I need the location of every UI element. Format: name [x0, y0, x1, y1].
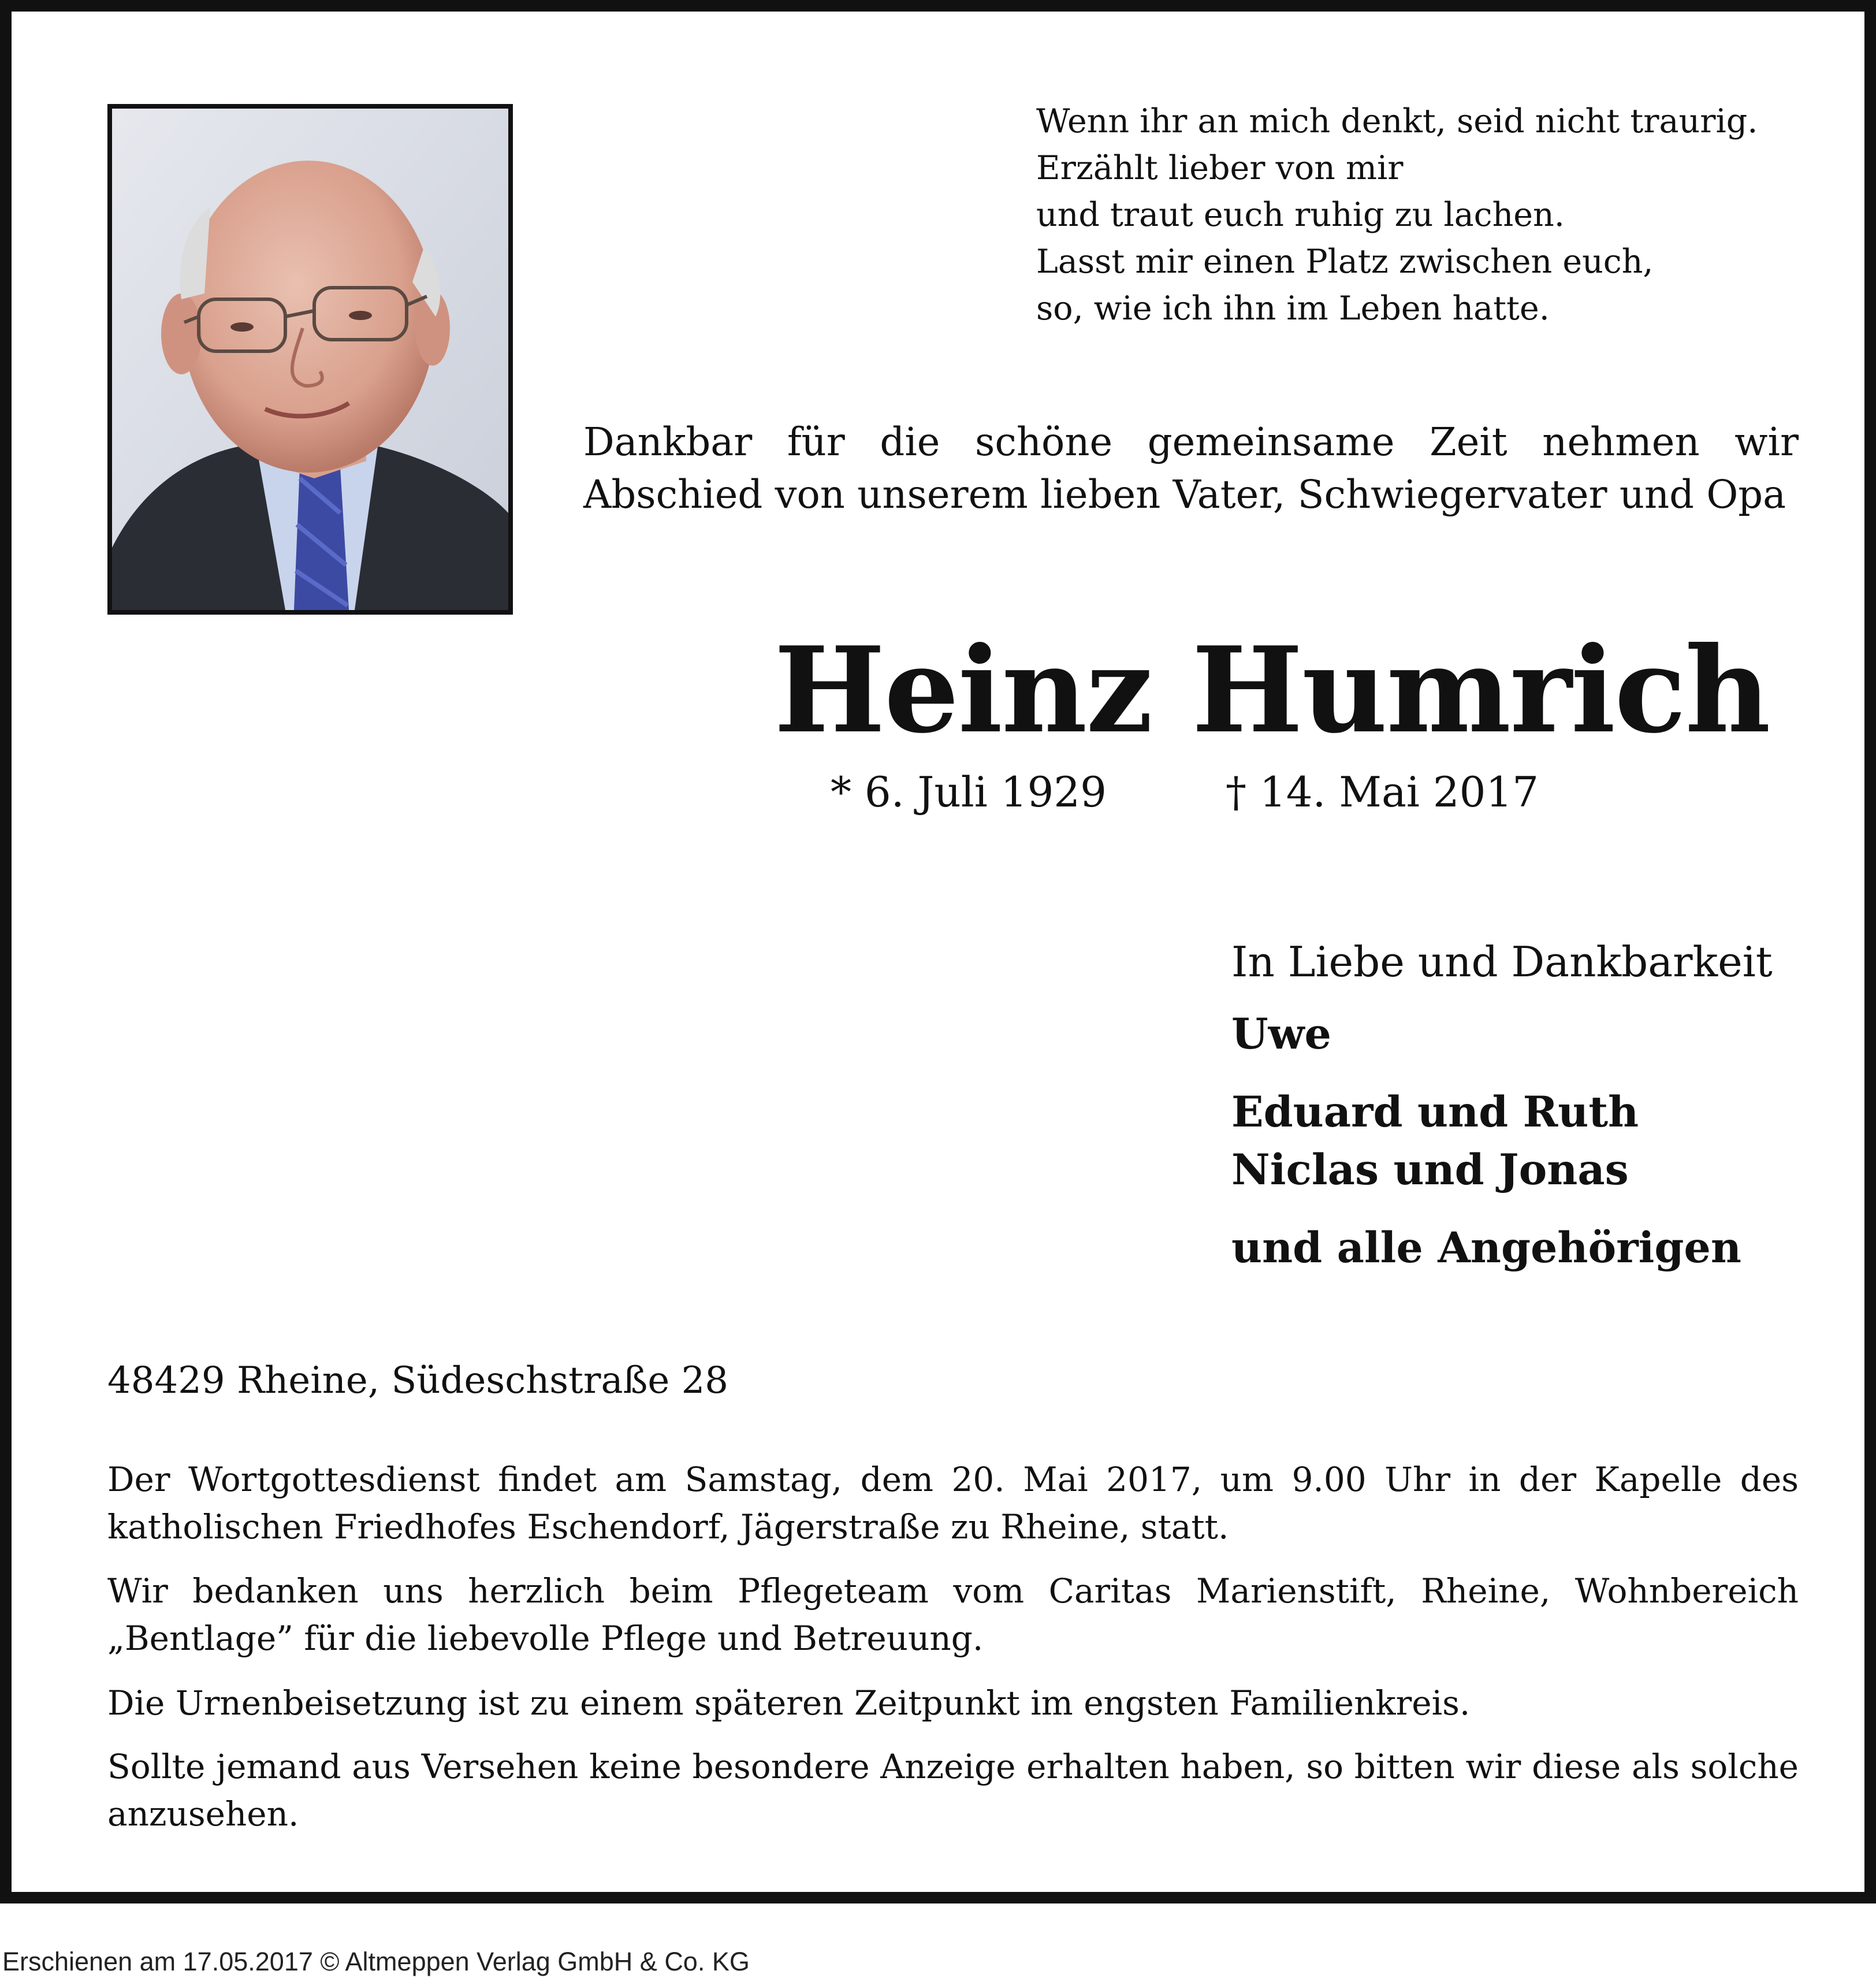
birth-date: * 6. Juli 1929	[831, 768, 1107, 816]
family-member: Niclas und Jonas	[1231, 1145, 1629, 1195]
family-member: Uwe	[1231, 1009, 1331, 1059]
portrait-image	[112, 109, 508, 610]
poem-line: so, wie ich ihn im Leben hatte.	[1036, 289, 1550, 328]
intro-text: Dankbar für die schöne gemeinsame Zeit nehmen wir Abschied von unserem lieben Vater, Schwiegervater und Opa	[583, 419, 1799, 517]
poem-line: Wenn ihr an mich denkt, seid nicht traurig.	[1036, 102, 1758, 140]
address: 48429 Rheine, Südeschstraße 28	[107, 1359, 728, 1402]
poem-line: Erzählt lieber von mir	[1036, 149, 1404, 187]
family-member: und alle Angehörigen	[1231, 1223, 1741, 1273]
portrait-photo	[107, 104, 513, 615]
notice-announcement: Sollte jemand aus Versehen keine besondere Anzeige erhalten haben, so bitten wir diese als solche anzusehen.	[107, 1747, 1799, 1834]
notice-thanks: Wir bedanken uns herzlich beim Pflegeteam vom Caritas Marienstift, Rheine, Wohnbereich „Bentlage” für die liebevolle Pflege und Betreuung.	[107, 1571, 1799, 1658]
poem-line: und traut euch ruhig zu lachen.	[1036, 196, 1565, 234]
publication-footer: Erschienen am 17.05.2017 © Altmeppen Verlag GmbH & Co. KG	[2, 1947, 750, 1976]
family-intro: In Liebe und Dankbarkeit	[1231, 938, 1773, 986]
family-member: Eduard und Ruth	[1231, 1087, 1639, 1137]
notice-urn: Die Urnenbeisetzung ist zu einem späteren Zeitpunkt im engsten Familienkreis.	[107, 1683, 1471, 1723]
poem	[1036, 98, 1822, 332]
death-date: † 14. Mai 2017	[1226, 768, 1539, 816]
poem-line: Lasst mir einen Platz zwischen euch,	[1036, 243, 1654, 281]
deceased-name: Heinz Humrich	[774, 621, 1770, 760]
notice-service: Der Wortgottesdienst findet am Samstag, dem 20. Mai 2017, um 9.00 Uhr in der Kapelle des katholischen Friedhofes Eschendorf, Jägerstraße zu Rheine, statt.	[107, 1460, 1799, 1546]
